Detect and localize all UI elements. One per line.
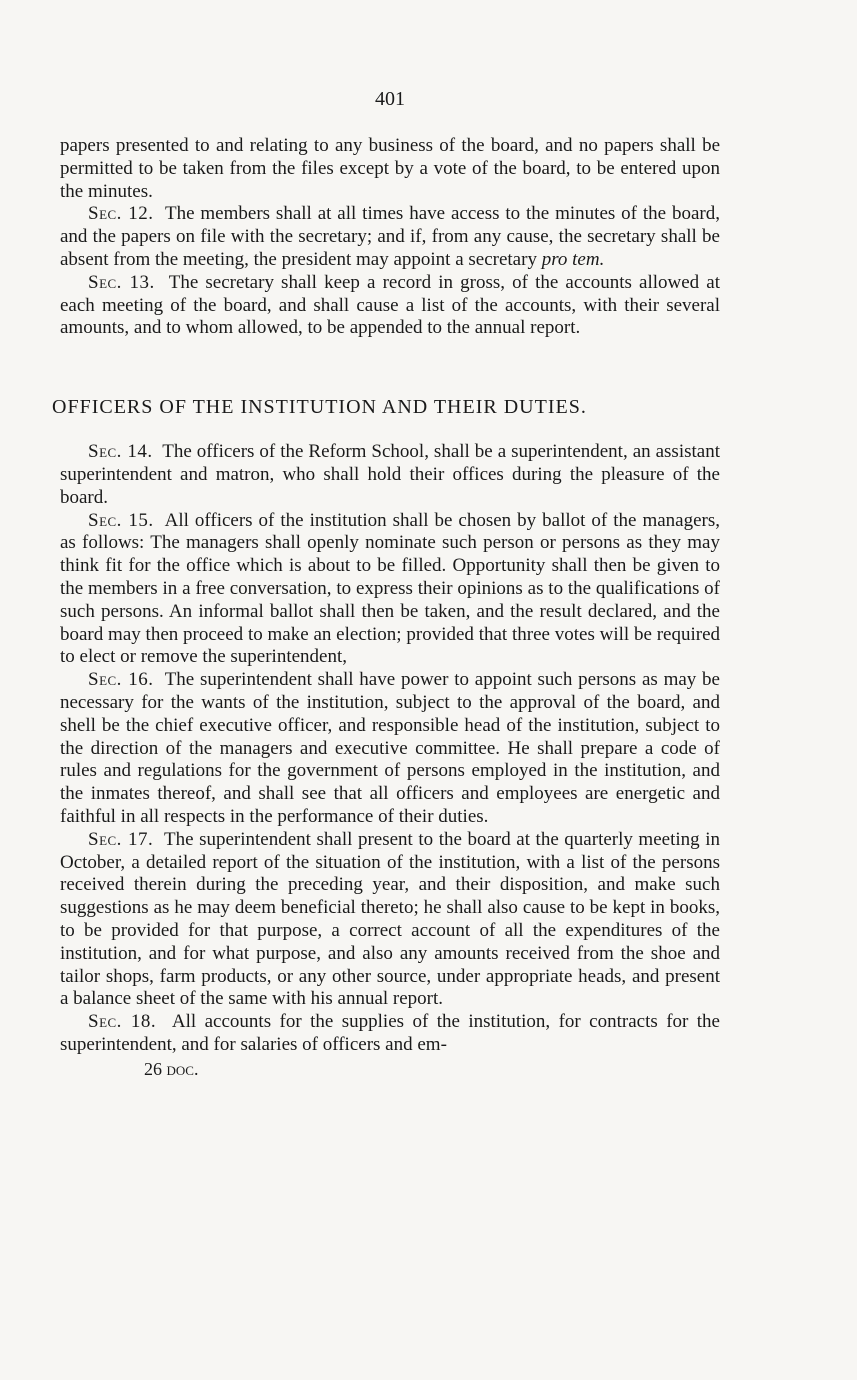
section-label: Sec. 16.	[88, 669, 154, 691]
section-text: The officers of the Reform School, shall be a superintendent, an assistant superintendent and matron, who shall hold their offices during the pleasure of the board.	[60, 441, 720, 508]
section-text: All accounts for the supplies of the institution, for contracts for the superintendent, and for salaries of officers and em-	[60, 1011, 720, 1055]
section-label: Sec. 18.	[88, 1011, 157, 1033]
section-17	[60, 829, 720, 1011]
section-heading: OFFICERS OF THE INSTITUTION AND THEIR DUTIES.	[52, 396, 587, 419]
section-label: Sec. 14.	[88, 441, 153, 463]
section-12	[60, 203, 720, 271]
section-italic-tail: pro tem.	[541, 248, 605, 270]
section-text: The secretary shall keep a record in gross, of the accounts allowed at each meeting of the board, and shall cause a list of the accounts, with their several amounts, and to whom allowed, to be appended to the annual report.	[60, 271, 720, 339]
section-text: The superintendent shall present to the board at the quarterly meeting in October, a detailed report of the situation of the institution, with a list of the persons received therein during the preceding year, and their disposition, and make such suggestions as he may deem beneficial thereto; he shall also cause to be kept in books, to be provided for that purpose, a correct account of all the expenditures of the institution, and for what purpose, and also any amounts received from the shoe and tailor shops, farm products, or any other source, under appropriate heads, and present a balance sheet of the same with his annual report.	[60, 828, 720, 1010]
section-text: The superintendent shall have power to appoint such persons as may be necessary for the wants of the institution, subject to the approval of the board, and shell be the chief executive officer, and responsible head of the institution, subject to the direction of the managers and executive committee. He shall prepare a code of rules and regulations for the government of persons employed in the institution, and the inmates thereof, and shall see that all officers and employees are energetic and faithful in all respects in the performance of their duties.	[60, 669, 720, 827]
section-label: Sec. 13.	[88, 271, 155, 293]
intro-text: papers presented to and relating to any business of the board, and no papers shall be permitted to be taken from the files except by a vote of the board, to be entered upon the minutes.	[60, 135, 720, 202]
signature-mark: 26 doc.	[144, 1058, 199, 1079]
section-label: Sec. 17.	[88, 828, 154, 850]
section-15	[60, 510, 720, 670]
section-16	[60, 669, 720, 829]
page-number: 401	[375, 88, 405, 110]
section-18	[60, 1011, 720, 1057]
section-14	[60, 441, 720, 509]
section-label: Sec. 12.	[88, 203, 154, 225]
section-text: All officers of the institution shall be chosen by ballot of the managers, as follows: The managers shall openly nominate such person or persons as they may think fit for the office which is about to be filled. Opportunity shall then be given to the members in a free conversation, to express their opinions as to the qualifications of such persons. An informal ballot shall then be taken, and the result declared, and the board may then proceed to make an election; provided that three votes will be required to elect or remove the superintendent,	[60, 509, 720, 668]
section-text: The members shall at all times have access to the minutes of the board, and the papers on file with the secretary; and if, from any cause, the secretary shall be absent from the meeting, the president may appoint a secretary	[60, 203, 720, 270]
intro-paragraph	[60, 135, 720, 203]
section-13	[60, 272, 720, 340]
section-label: Sec. 15.	[88, 509, 154, 531]
document-page	[52, 88, 720, 1080]
